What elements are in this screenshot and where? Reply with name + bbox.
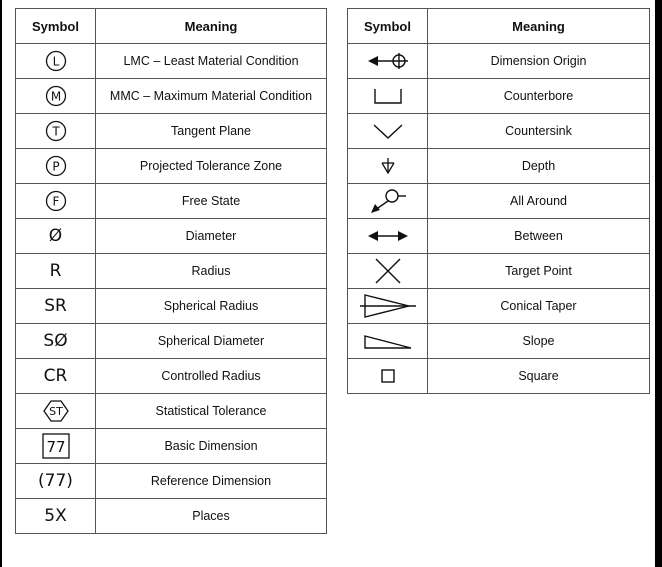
controlled-radius-icon: CR — [16, 359, 96, 394]
meaning-cell: LMC – Least Material Condition — [96, 44, 327, 79]
header-row — [348, 9, 650, 44]
table-row — [348, 219, 650, 254]
table-row — [16, 324, 327, 359]
circle-m-icon — [16, 79, 96, 114]
symbol-header: Symbol — [348, 9, 428, 44]
table-row — [16, 464, 327, 499]
statistical-tolerance-icon — [16, 394, 96, 429]
table-row — [16, 254, 327, 289]
meaning-cell: Dimension Origin — [428, 44, 650, 79]
meaning-cell: Reference Dimension — [96, 464, 327, 499]
meaning-cell: Target Point — [428, 254, 650, 289]
meaning-cell: Basic Dimension — [96, 429, 327, 464]
left-symbol-table — [15, 8, 327, 534]
circle-p-icon — [16, 149, 96, 184]
meaning-cell: Conical Taper — [428, 289, 650, 324]
symbol-header: Symbol — [16, 9, 96, 44]
meaning-cell: All Around — [428, 184, 650, 219]
depth-icon — [348, 149, 428, 184]
table-row — [348, 44, 650, 79]
meaning-cell: Tangent Plane — [96, 114, 327, 149]
table-row — [348, 149, 650, 184]
svg-text:P: P — [51, 159, 60, 174]
conical-taper-icon — [348, 289, 428, 324]
table-row — [16, 359, 327, 394]
table-row — [348, 79, 650, 114]
meaning-cell: Square — [428, 359, 650, 394]
meaning-cell: Projected Tolerance Zone — [96, 149, 327, 184]
meaning-cell: Statistical Tolerance — [96, 394, 327, 429]
svg-text:ST: ST — [48, 405, 63, 418]
table-row — [348, 359, 650, 394]
meaning-header: Meaning — [428, 9, 650, 44]
left-border — [0, 0, 2, 567]
meaning-cell: Places — [96, 499, 327, 534]
table-row — [348, 289, 650, 324]
meaning-header: Meaning — [96, 9, 327, 44]
table-row — [16, 149, 327, 184]
table-row — [16, 499, 327, 534]
table-row — [16, 394, 327, 429]
table-row — [16, 184, 327, 219]
meaning-cell: Depth — [428, 149, 650, 184]
table-row — [16, 219, 327, 254]
table-row — [16, 44, 327, 79]
meaning-cell: MMC – Maximum Material Condition — [96, 79, 327, 114]
meaning-cell: Controlled Radius — [96, 359, 327, 394]
circle-l-icon — [16, 44, 96, 79]
dimension-origin-icon — [348, 44, 428, 79]
meaning-cell: Countersink — [428, 114, 650, 149]
right-border — [655, 0, 662, 567]
table-row — [348, 184, 650, 219]
table-row — [348, 254, 650, 289]
svg-text:L: L — [52, 54, 59, 69]
svg-text:77: 77 — [45, 438, 66, 456]
table-row — [16, 429, 327, 464]
square-icon — [348, 359, 428, 394]
radius-icon: R — [16, 254, 96, 289]
spherical-radius-icon: SR — [16, 289, 96, 324]
meaning-cell: Radius — [96, 254, 327, 289]
basic-dimension-icon — [16, 429, 96, 464]
target-point-icon — [348, 254, 428, 289]
slope-icon — [348, 324, 428, 359]
reference-dimension-icon: (77) — [16, 464, 96, 499]
table-row — [16, 289, 327, 324]
all-around-icon — [348, 184, 428, 219]
table-row — [348, 114, 650, 149]
meaning-cell: Spherical Radius — [96, 289, 327, 324]
circle-t-icon — [16, 114, 96, 149]
meaning-cell: Counterbore — [428, 79, 650, 114]
svg-text:T: T — [51, 124, 60, 139]
svg-text:F: F — [52, 194, 59, 209]
header-row — [16, 9, 327, 44]
diameter-icon: Ø — [16, 219, 96, 254]
svg-text:M: M — [50, 89, 61, 104]
circle-f-icon — [16, 184, 96, 219]
meaning-cell: Free State — [96, 184, 327, 219]
meaning-cell: Between — [428, 219, 650, 254]
spherical-diameter-icon: SØ — [16, 324, 96, 359]
counterbore-icon — [348, 79, 428, 114]
table-row — [348, 324, 650, 359]
right-symbol-table — [347, 8, 650, 394]
meaning-cell: Spherical Diameter — [96, 324, 327, 359]
meaning-cell: Diameter — [96, 219, 327, 254]
table-row — [16, 79, 327, 114]
meaning-cell: Slope — [428, 324, 650, 359]
countersink-icon — [348, 114, 428, 149]
places-icon: 5X — [16, 499, 96, 534]
table-row — [16, 114, 327, 149]
between-icon — [348, 219, 428, 254]
